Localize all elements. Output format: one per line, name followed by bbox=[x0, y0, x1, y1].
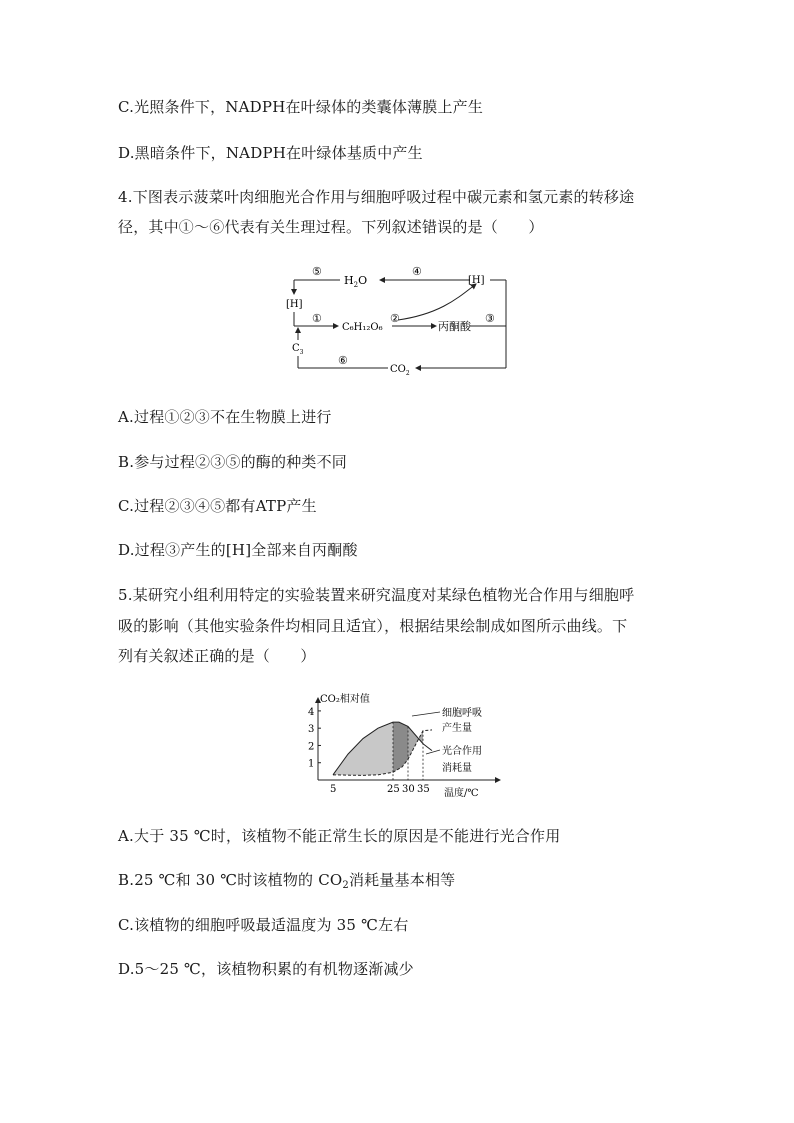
diagram-step2: ② bbox=[390, 312, 400, 325]
chart-ylabel: CO₂相对值 bbox=[320, 694, 370, 705]
chart-pointer-resp bbox=[412, 712, 440, 716]
chart-label-photo-2: 消耗量 bbox=[442, 763, 472, 774]
q5-option-a: A.大于 35 ℃时，该植物不能正常生长的原因是不能进行光合作用 bbox=[118, 827, 561, 845]
chart-ytick-label-1: 1 bbox=[308, 758, 315, 770]
chart-label-resp-1: 细胞呼吸 bbox=[442, 708, 482, 719]
diagram-step6: ⑥ bbox=[338, 354, 348, 367]
q4-pathway-diagram bbox=[280, 258, 520, 380]
q4-option-c: C.过程②③④⑤都有ATP产生 bbox=[118, 497, 317, 515]
q3-option-c: C.光照条件下，NADPH在叶绿体的类囊体薄膜上产生 bbox=[118, 98, 484, 116]
diagram-h2o: $H_2O$ bbox=[344, 274, 368, 289]
q5-option-b-sub: 2 bbox=[342, 880, 349, 891]
q4-option-d: D.过程③产生的[H]全部来自丙酮酸 bbox=[118, 541, 358, 559]
chart-label-photo-1: 光合作用 bbox=[442, 746, 482, 757]
diagram-h-left: [H] bbox=[286, 299, 303, 310]
q5-option-b bbox=[118, 869, 455, 891]
chart-xtick-label-30: 30 bbox=[402, 784, 415, 795]
chart-ytick-label-2: 2 bbox=[308, 741, 315, 753]
diagram-step4: ④ bbox=[412, 265, 422, 278]
diagram-step1: ① bbox=[312, 312, 322, 325]
q5-option-b-post: 消耗量基本相等 bbox=[348, 871, 456, 889]
q4-option-a: A.过程①②③不在生物膜上进行 bbox=[118, 408, 332, 426]
chart-xtick-label-5: 5 bbox=[330, 784, 337, 795]
q4-stem-line2: 径，其中①～⑥代表有关生理过程。下列叙述错误的是（ ） bbox=[118, 218, 544, 236]
diagram-step5: ⑤ bbox=[312, 265, 322, 278]
chart-area-25-30 bbox=[393, 722, 408, 772]
q4-stem-line1: 4.下图表示菠菜叶肉细胞光合作用与细胞呼吸过程中碳元素和氢元素的转移途 bbox=[118, 188, 635, 206]
q5-stem-line1: 5.某研究小组利用特定的实验装置来研究温度对某绿色植物光合作用与细胞呼 bbox=[118, 586, 635, 604]
diagram-h-right: [H] bbox=[468, 275, 485, 286]
diagram-glucose: C₆H₁₂O₆ bbox=[342, 322, 383, 333]
q5-temperature-chart bbox=[290, 684, 510, 804]
chart-label-resp-2: 产生量 bbox=[442, 723, 472, 734]
q5-option-b-pre: B.25 ℃和 30 ℃时该植物的 CO bbox=[118, 871, 343, 889]
q5-option-d: D.5～25 ℃，该植物积累的有机物逐渐减少 bbox=[118, 960, 414, 978]
diagram-co2: $CO_2$ bbox=[390, 364, 410, 377]
diagram-step3: ③ bbox=[485, 312, 495, 325]
q5-stem-line2: 吸的影响（其他实验条件均相同且适宜），根据结果绘制成如图所示曲线。下 bbox=[118, 617, 628, 635]
diagram-pyruvate: 丙酮酸 bbox=[438, 320, 471, 333]
q5-option-c: C.该植物的细胞呼吸最适温度为 35 ℃左右 bbox=[118, 916, 409, 934]
chart-xtick-label-25: 25 bbox=[387, 784, 400, 795]
q4-option-b: B.参与过程②③⑤的酶的种类不同 bbox=[118, 453, 347, 471]
chart-ytick-label-3: 3 bbox=[308, 724, 315, 736]
diagram-c3: $C_3$ bbox=[292, 343, 304, 356]
q5-stem-line3: 列有关叙述正确的是（ ） bbox=[118, 647, 316, 665]
chart-xlabel: 温度/℃ bbox=[444, 788, 479, 799]
chart-area-5-25 bbox=[333, 722, 393, 775]
chart-xtick-label-35: 35 bbox=[417, 784, 430, 795]
chart-ytick-label-4: 4 bbox=[308, 706, 315, 718]
chart-pointer-photo bbox=[426, 750, 440, 754]
q3-option-d: D.黑暗条件下，NADPH在叶绿体基质中产生 bbox=[118, 144, 423, 162]
